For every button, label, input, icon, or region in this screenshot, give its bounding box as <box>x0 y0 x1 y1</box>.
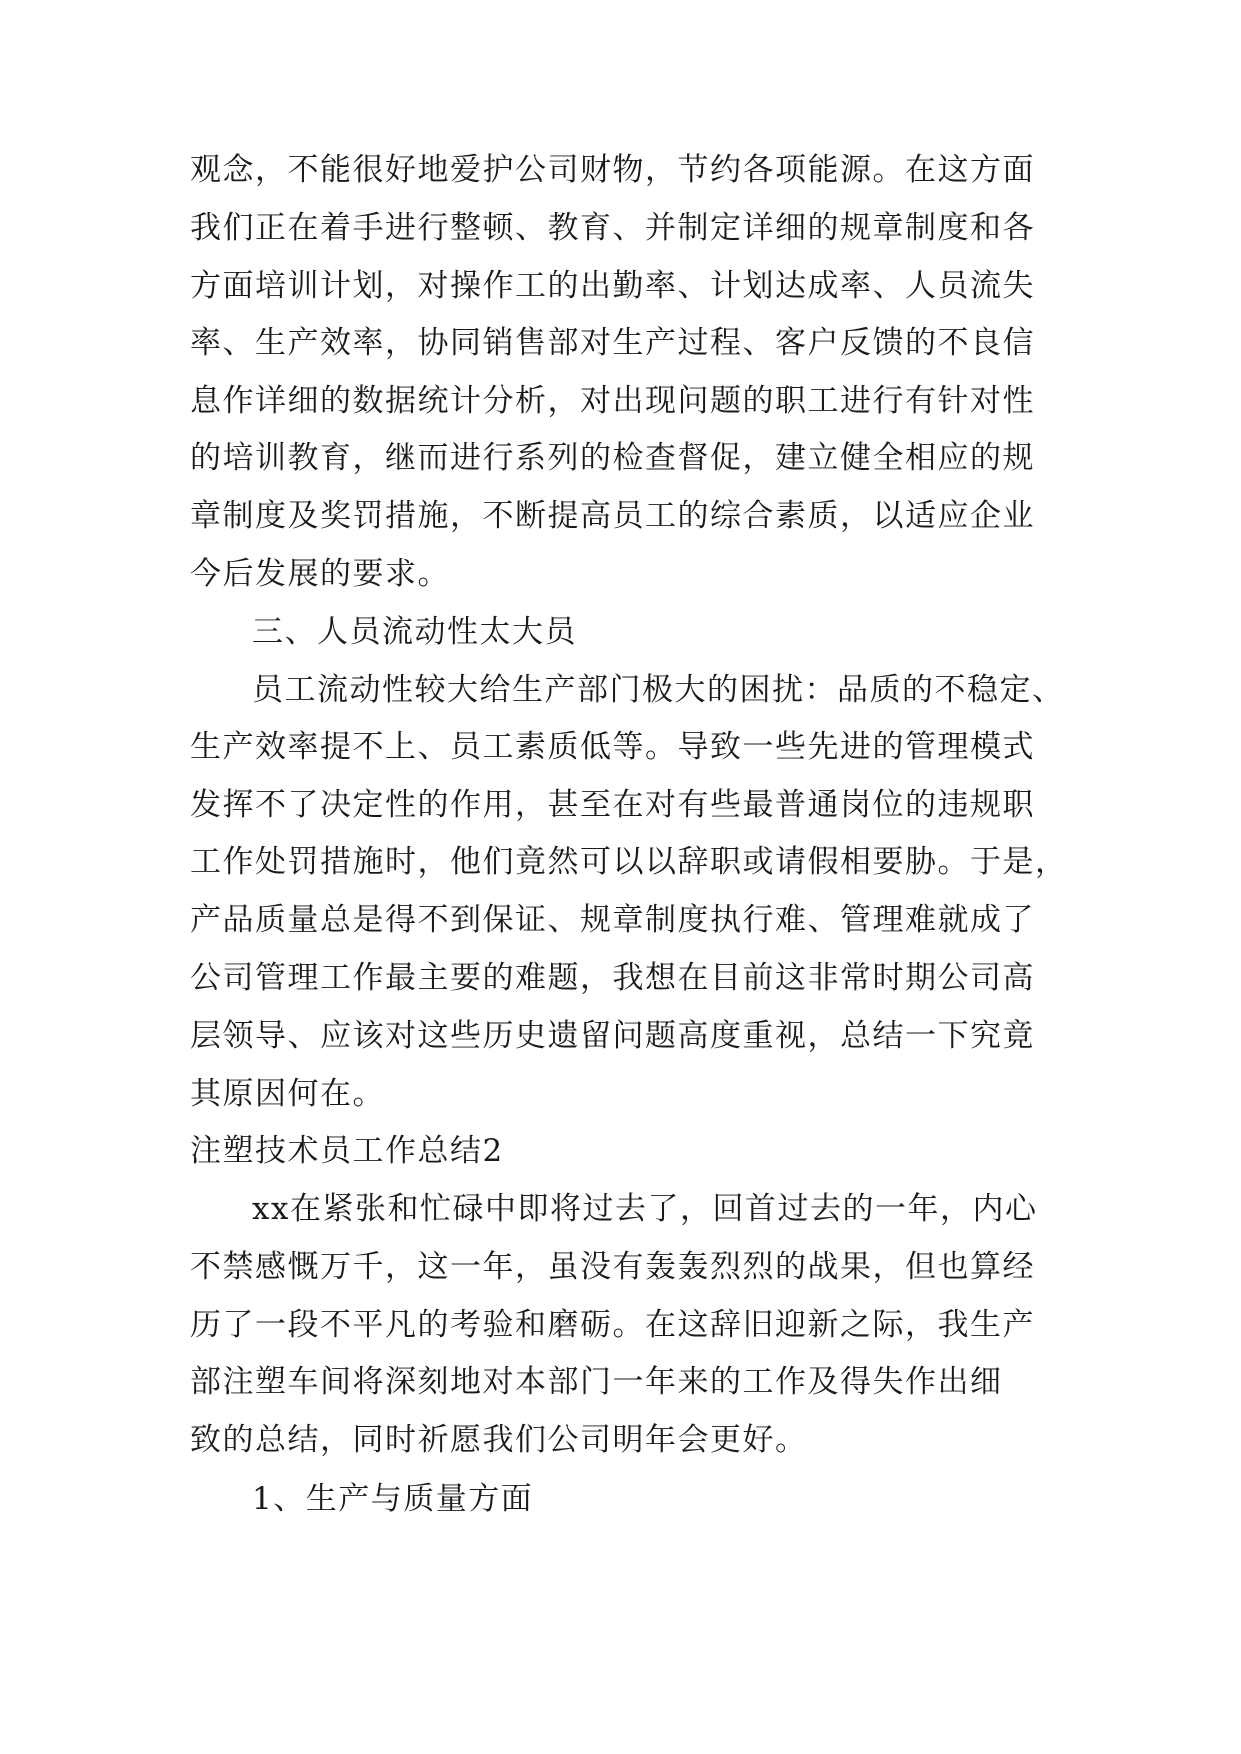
paragraph-line: 其原因何在。 <box>190 1076 385 1112</box>
paragraph-line: 员工流动性较大给生产部门极大的困扰：品质的不稳定、 <box>252 672 1065 708</box>
paragraph-line: 率、生产效率，协同销售部对生产过程、客户反馈的不良信 <box>190 325 1035 361</box>
paragraph-line: 发挥不了决定性的作用，甚至在对有些最普通岗位的违规职 <box>190 787 1035 823</box>
paragraph-line: 不禁感慨万千，这一年，虽没有轰轰烈烈的战果，但也算经 <box>190 1249 1035 1285</box>
paragraph-line: 公司管理工作最主要的难题，我想在目前这非常时期公司高 <box>190 960 1035 996</box>
section-heading: 1、生产与质量方面 <box>252 1481 534 1517</box>
paragraph-line: 产品质量总是得不到保证、规章制度执行难、管理难就成了 <box>190 902 1035 938</box>
paragraph-line: 方面培训计划，对操作工的出勤率、计划达成率、人员流失 <box>190 268 1035 304</box>
paragraph-line: 部注塑车间将深刻地对本部门一年来的工作及得失作出细 <box>190 1364 1003 1400</box>
paragraph-line: 的培训教育，继而进行系列的检查督促，建立健全相应的规 <box>190 440 1035 476</box>
paragraph-line: 我们正在着手进行整顿、教育、并制定详细的规章制度和各 <box>190 210 1035 246</box>
paragraph-line: 今后发展的要求。 <box>190 556 450 592</box>
paragraph-line: 息作详细的数据统计分析，对出现问题的职工进行有针对性 <box>190 383 1035 419</box>
paragraph-line: 观念，不能很好地爱护公司财物，节约各项能源。在这方面 <box>190 152 1035 188</box>
paragraph-line: 层领导、应该对这些历史遗留问题高度重视，总结一下究竟 <box>190 1018 1035 1054</box>
document-title: 注塑技术员工作总结2 <box>190 1133 504 1169</box>
paragraph-line: xx在紧张和忙碌中即将过去了，回首过去的一年，内心 <box>252 1191 1038 1227</box>
paragraph-line: 工作处罚措施时，他们竟然可以以辞职或请假相要胁。于是， <box>190 844 1068 880</box>
section-heading: 三、人员流动性太大员 <box>252 614 577 650</box>
paragraph-line: 生产效率提不上、员工素质低等。导致一些先进的管理模式 <box>190 729 1035 765</box>
paragraph-line: 章制度及奖罚措施，不断提高员工的综合素质，以适应企业 <box>190 498 1035 534</box>
paragraph-line: 致的总结，同时祈愿我们公司明年会更好。 <box>190 1422 808 1458</box>
paragraph-line: 历了一段不平凡的考验和磨砺。在这辞旧迎新之际，我生产 <box>190 1307 1035 1343</box>
